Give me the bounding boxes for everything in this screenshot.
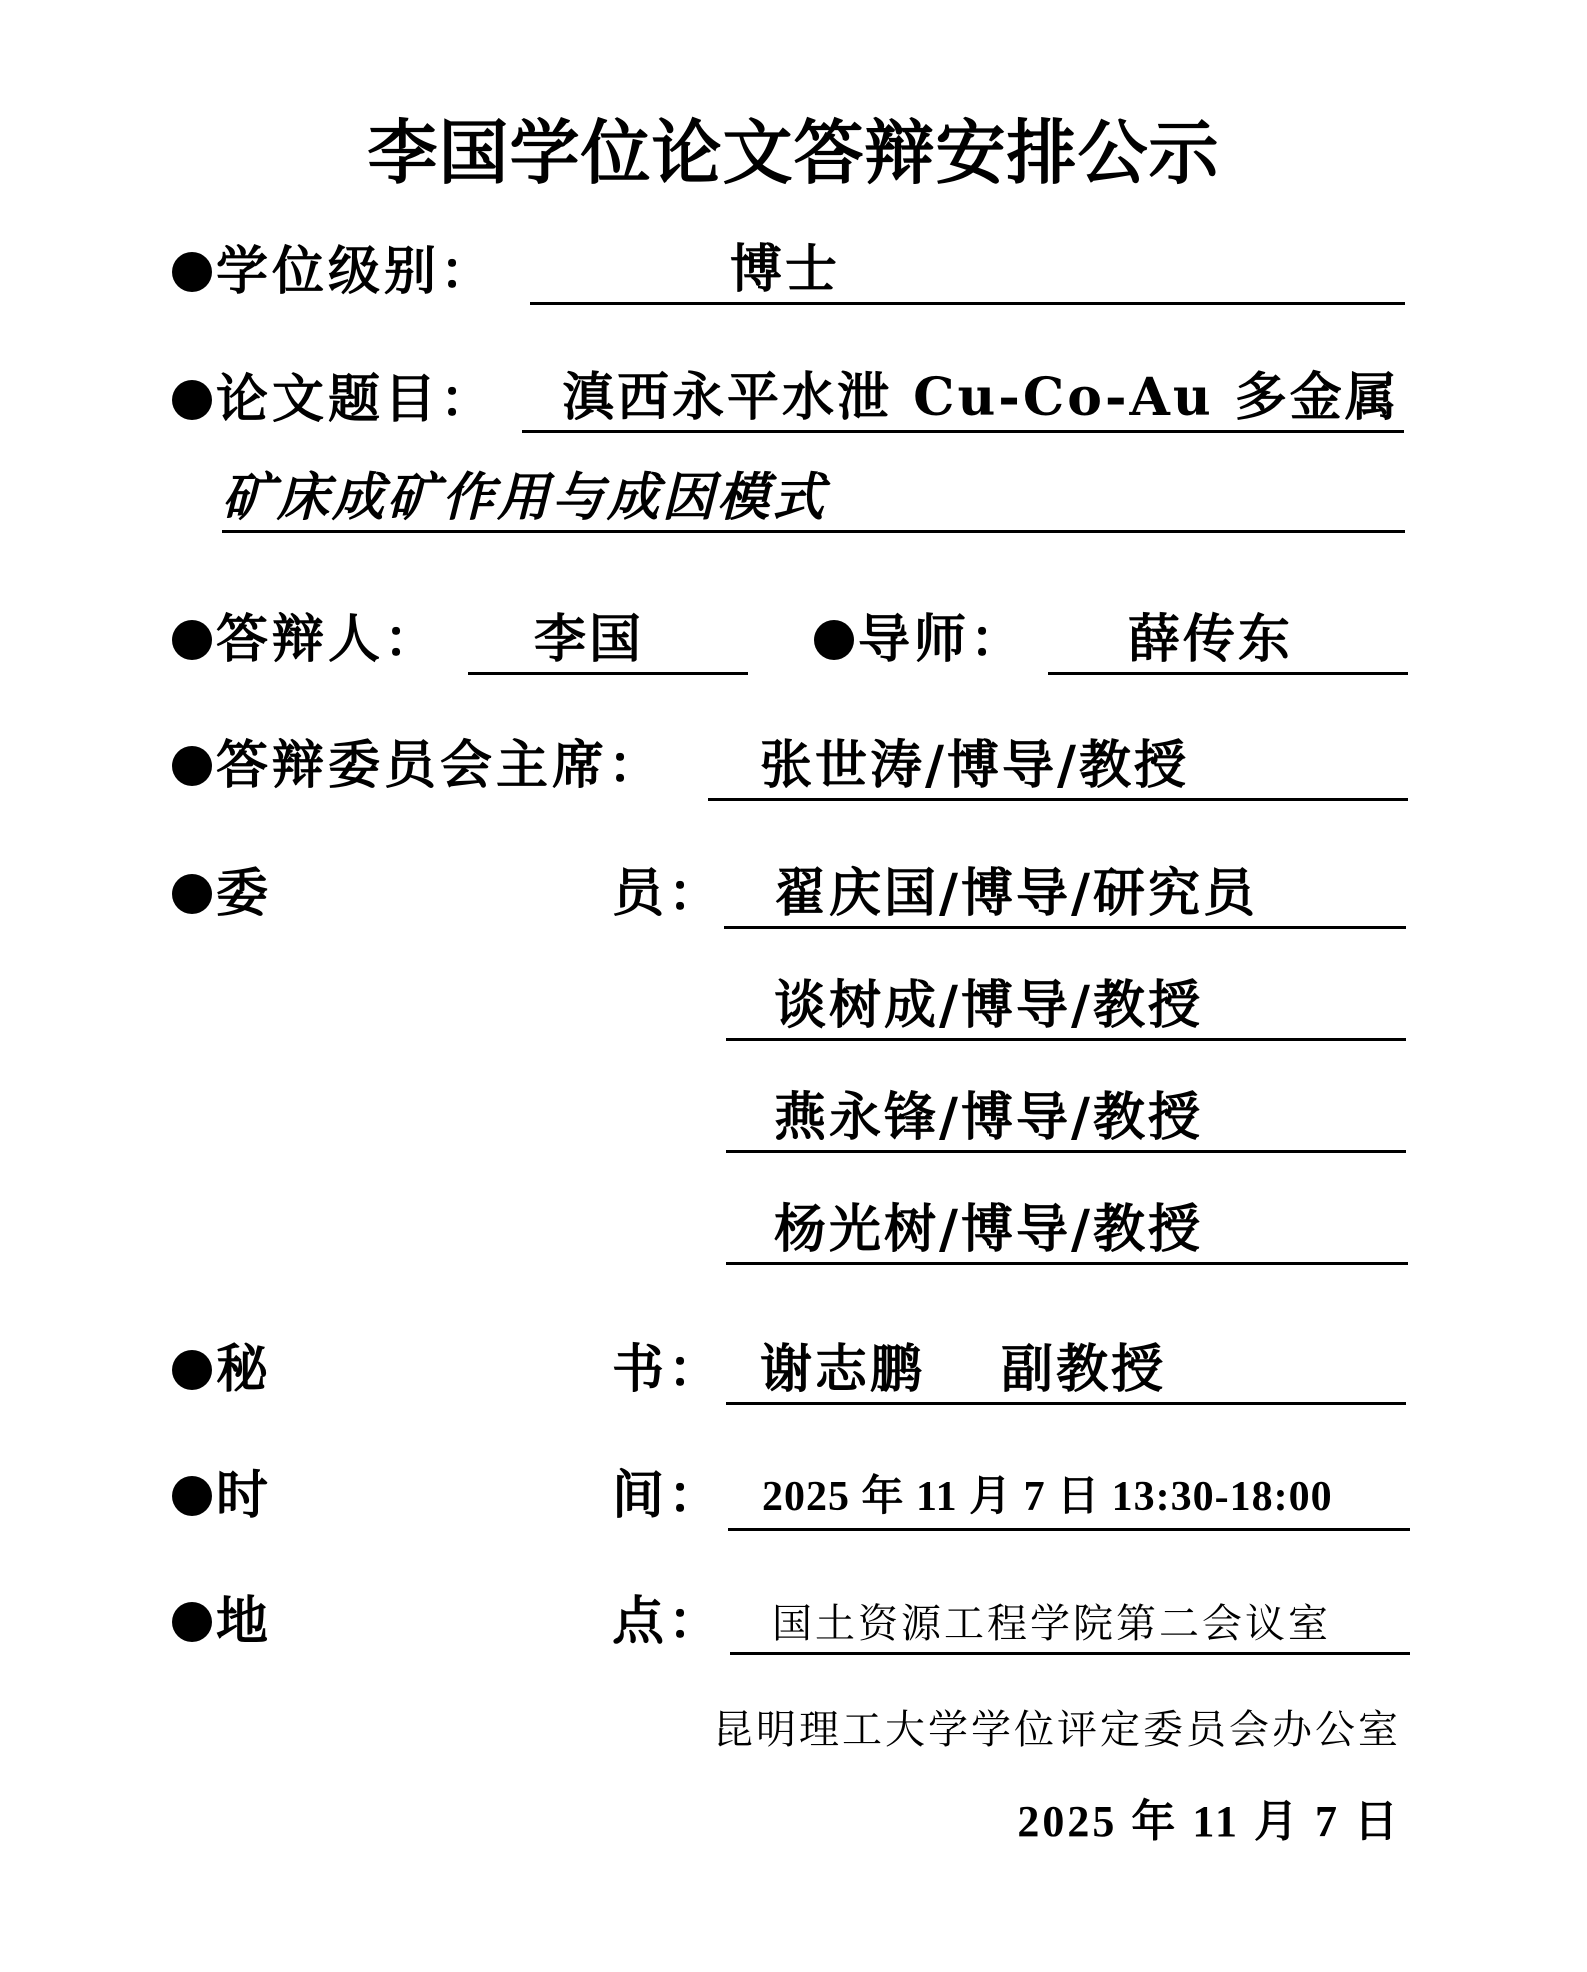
chair-value: 张世涛/博导/教授 xyxy=(760,735,1189,796)
members-label-end: 员： xyxy=(612,863,725,924)
candidate-label: 答辩人： xyxy=(172,608,440,672)
advisor-value: 薛传东 xyxy=(1128,609,1294,670)
bullet-icon xyxy=(814,620,854,660)
member-item: 谈树成/博导/教授 xyxy=(774,975,1203,1036)
time-value: 2025 年 11 月 7 日 13:30-18:00 xyxy=(762,1474,1333,1520)
place-value: 国土资源工程学院第二会议室 xyxy=(772,1601,1331,1647)
member-field-1 xyxy=(724,862,1406,929)
secretary-label: 秘 xyxy=(172,1338,272,1402)
member-item: 翟庆国/博导/研究员 xyxy=(774,863,1258,924)
bullet-icon xyxy=(172,380,212,420)
bullet-icon xyxy=(172,874,212,914)
degree-field xyxy=(530,238,1405,305)
bullet-icon xyxy=(172,746,212,786)
time-label-end: 间： xyxy=(612,1465,725,1526)
member-field-3 xyxy=(726,1086,1406,1153)
issue-date: 2025 年 11 月 7 日 xyxy=(1017,1797,1401,1846)
thesis-title-line1: 滇西永平水泄 Cu-Co-Au 多金属 xyxy=(562,367,1400,428)
place-field xyxy=(730,1594,1410,1655)
secretary-field xyxy=(726,1338,1406,1405)
candidate-field xyxy=(468,608,748,675)
bullet-icon xyxy=(172,620,212,660)
bullet-icon xyxy=(172,1350,212,1390)
page-title: 李国学位论文答辩安排公示 xyxy=(367,112,1220,194)
place-label: 地 xyxy=(172,1590,272,1654)
members-label: 委 xyxy=(172,862,272,926)
member-item: 杨光树/博导/教授 xyxy=(774,1199,1203,1260)
issuing-office: 昆明理工大学学位评定委员会办公室 xyxy=(713,1707,1401,1753)
thesis-label: 论文题目： xyxy=(172,368,496,432)
chair-field xyxy=(708,734,1408,801)
bullet-icon xyxy=(172,1602,212,1642)
member-item: 燕永锋/博导/教授 xyxy=(774,1087,1203,1148)
place-label-end: 点： xyxy=(612,1591,725,1652)
member-field-4 xyxy=(726,1198,1408,1265)
thesis-field-line2 xyxy=(222,466,1405,533)
chair-label: 答辩委员会主席： xyxy=(172,734,664,798)
candidate-value: 李国 xyxy=(534,609,645,670)
advisor-label: 导师： xyxy=(814,608,1026,672)
advisor-field xyxy=(1048,608,1408,675)
time-label: 时 xyxy=(172,1464,272,1528)
secretary-value: 谢志鹏 副教授 xyxy=(760,1339,1167,1400)
member-field-2 xyxy=(726,974,1406,1041)
degree-value: 博士 xyxy=(730,239,841,300)
thesis-title-line2: 矿床成矿作用与成因模式 xyxy=(222,467,828,528)
bullet-icon xyxy=(172,252,212,292)
time-field xyxy=(728,1464,1410,1531)
degree-label: 学位级别： xyxy=(172,240,496,304)
bullet-icon xyxy=(172,1476,212,1516)
secretary-label-end: 书： xyxy=(612,1339,725,1400)
thesis-field-line1 xyxy=(522,366,1404,433)
